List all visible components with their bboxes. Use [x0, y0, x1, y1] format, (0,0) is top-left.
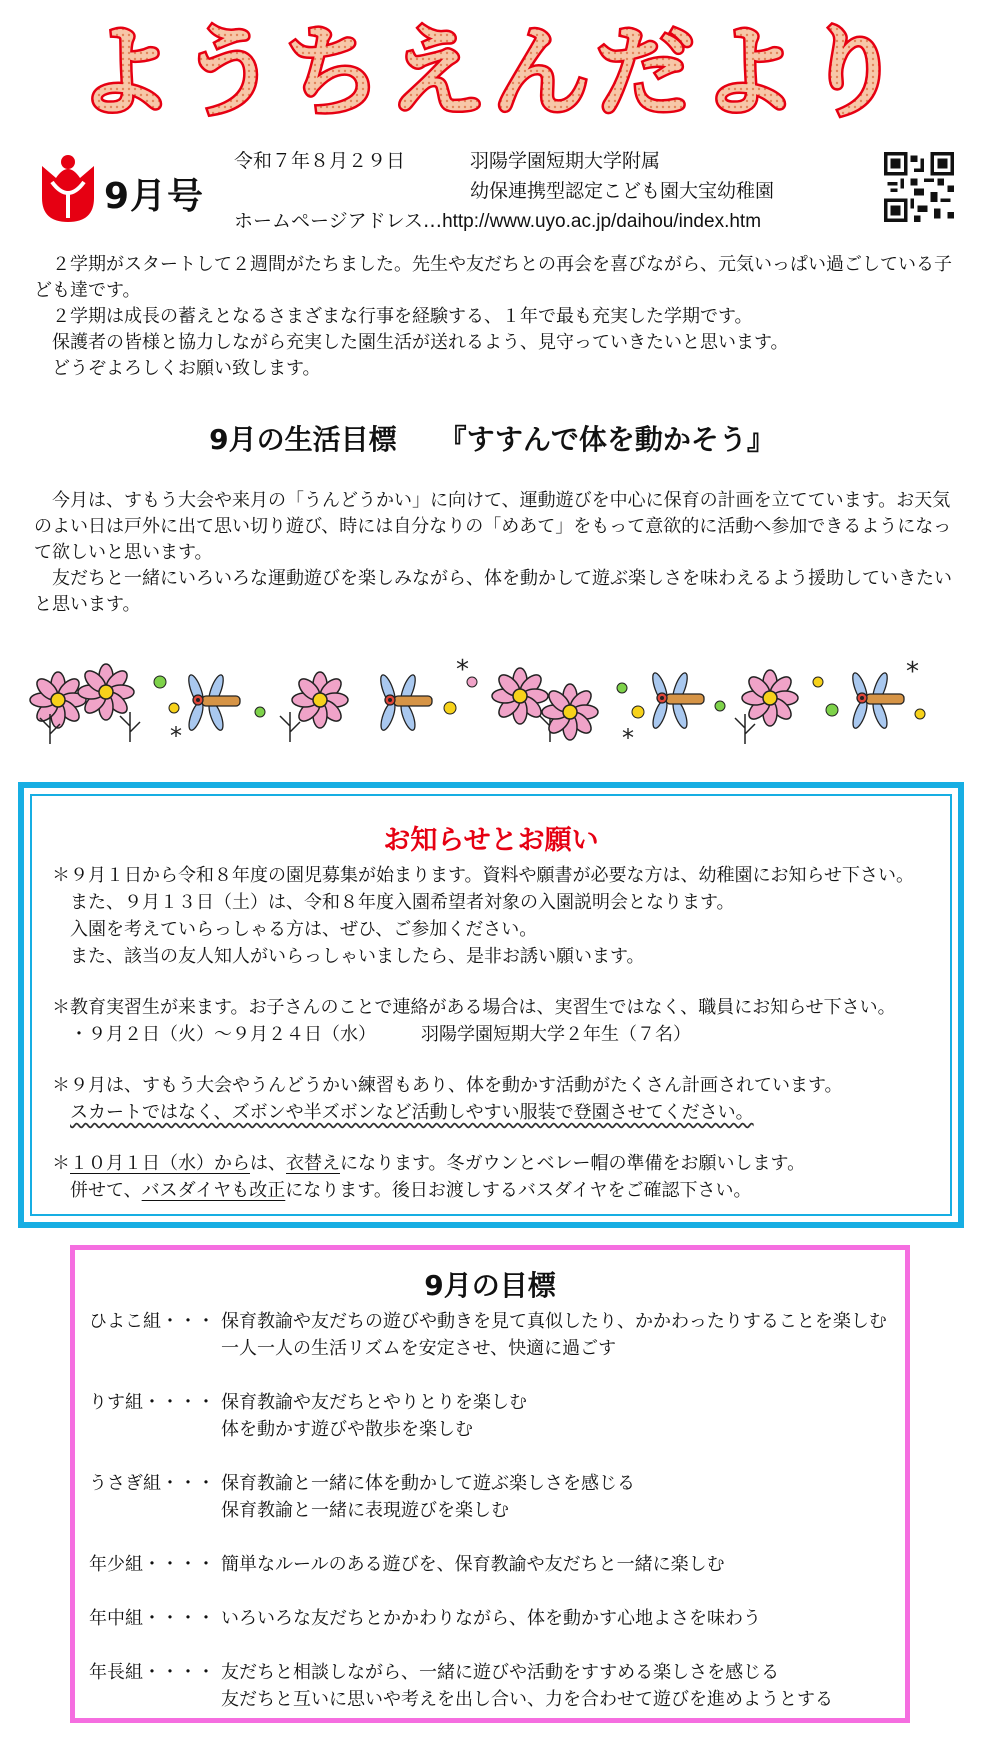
- svg-text:*: *: [906, 657, 919, 687]
- notice-text: 併せて、: [52, 1180, 142, 1201]
- goal-row: [89, 1551, 899, 1578]
- notice-line: また、該当の友人知人がいらっしゃいましたら、是非お誘い願います。: [52, 946, 645, 967]
- issue-date: 令和７年８月２９日: [234, 150, 406, 172]
- homepage-label: ホームページアドレス…: [234, 210, 443, 232]
- dragonfly-icon: [186, 673, 240, 732]
- intro-line: 保護者の皆様と協力しながら充実した園生活が送れるよう、見守っていきたいと思います。: [52, 332, 789, 353]
- goal-row: [89, 1659, 899, 1713]
- cosmos-flower-icon: [78, 664, 140, 742]
- monthly-goals-title: 9月の目標: [424, 1269, 556, 1302]
- goal-text: 友だちと互いに思いや考えを出し合い、力を合わせて遊びを進めようとする: [221, 1689, 833, 1710]
- goal-row: [89, 1470, 899, 1524]
- goal-text: 保育教諭と一緒に体を動かして遊ぶ楽しさを感じる: [221, 1473, 635, 1494]
- goal-text: 体を動かす遊びや散歩を楽しむ: [221, 1419, 473, 1440]
- notice-line: [52, 1099, 952, 1126]
- date-highlight: １０月１日（水）から: [70, 1153, 250, 1174]
- svg-text:*: *: [456, 655, 469, 685]
- school-name-line1: 羽陽学園短期大学附属: [470, 150, 661, 172]
- class-name: 年少組・・・・: [89, 1554, 215, 1575]
- school-name-line2: 幼保連携型認定こども園大宝幼稚園: [470, 180, 775, 202]
- cosmos-flower-icon: [280, 672, 348, 742]
- season-change-highlight: 衣替え: [286, 1153, 340, 1174]
- monthly-goals-list: [89, 1308, 899, 1740]
- notice-box: [18, 782, 964, 1228]
- life-goal-section: [34, 488, 964, 618]
- intro-section: [34, 252, 964, 382]
- bus-schedule-highlight: バスダイヤも改正: [141, 1180, 286, 1201]
- goal-text: 簡単なルールのある遊びを、保育教諭や友だちと一緒に楽しむ: [221, 1554, 725, 1575]
- notice-line: [52, 1177, 952, 1204]
- homepage-url[interactable]: http://www.uyo.ac.jp/daihou/index.htm: [442, 211, 762, 232]
- svg-text:*: *: [622, 724, 634, 752]
- notice-text: は、: [250, 1153, 286, 1174]
- intro-line: ２学期がスタートして２週間がたちました。先生や友だちとの再会を喜びながら、元気いっぱい過ごしている子ども達です。: [34, 254, 952, 301]
- goal-text: 保育教諭や友だちの遊びや動きを見て真似したり、かかわったりすることを楽しむ: [221, 1311, 887, 1332]
- class-name: 年長組・・・・: [89, 1662, 215, 1683]
- notice-line: [52, 1150, 952, 1177]
- goal-text: いろいろな友だちとかかわりながら、体を動かす心地よさを味わう: [221, 1608, 761, 1629]
- cosmos-flower-icon: [30, 672, 86, 744]
- notice-line: ・９月２日（火）～９月２４日（水） 羽陽学園短期大学２年生（７名）: [52, 1024, 691, 1045]
- svg-text:*: *: [170, 722, 182, 750]
- class-name: ひよこ組・・・: [89, 1311, 215, 1332]
- life-goal-title: 9月の生活目標 『すすんで体を動かそう』: [209, 423, 775, 456]
- school-logo-icon: [38, 152, 98, 224]
- notice-line: ＊９月１日から令和８年度の園児募集が始まります。資料や願書が必要な方は、幼稚園にお知らせ下さい。: [52, 865, 915, 886]
- newsletter-title: ようちえんだより: [75, 16, 909, 128]
- notice-line: ＊９月は、すもう大会やうんどうかい練習もあり、体を動かす活動がたくさん計画されています。: [52, 1075, 843, 1096]
- clothing-request: スカートではなく、ズボンや半ズボンなど活動しやすい服装で登園させてください。: [70, 1102, 754, 1123]
- notice-line: また、９月１３日（土）は、令和８年度入園希望者対象の入園説明会となります。: [52, 892, 735, 913]
- notice-text: になります。冬ガウンとベレー帽の準備をお願いします。: [340, 1153, 806, 1174]
- monthly-goals-box: [70, 1245, 910, 1723]
- dragonfly-icon: [378, 673, 432, 732]
- class-name: 年中組・・・・: [89, 1608, 215, 1629]
- notice-title: お知らせとお願い: [383, 825, 599, 856]
- notice-bullet: ＊: [52, 1153, 70, 1174]
- decorative-border: [10, 652, 974, 752]
- intro-line: ２学期は成長の蓄えとなるさまざまな行事を経験する、１年で最も充実した学期です。: [52, 306, 753, 327]
- goal-row: [89, 1389, 899, 1443]
- notice-text: になります。後日お渡しするバスダイヤをご確認下さい。: [285, 1180, 752, 1201]
- cosmos-flower-icon: [735, 670, 798, 744]
- intro-line: どうぞよろしくお願い致します。: [52, 358, 321, 379]
- issue-label: 9月号: [104, 176, 205, 217]
- newsletter-title-banner: [0, 8, 984, 128]
- life-goal-paragraph: 今月は、すもう大会や来月の「うんどうかい」に向けて、運動遊びを中心に保育の計画を立てています。お天気のよい日は戸外に出て思い切り遊び、時には自分なりの「めあて」をもって意欲的に活動へ参加できるようになって欲しいと思います。: [34, 490, 952, 563]
- qr-code-icon[interactable]: [884, 152, 954, 222]
- notice-line: ＊教育実習生が来ます。お子さんのことで連絡がある場合は、実習生ではなく、職員にお知らせ下さい。: [52, 997, 896, 1018]
- goal-text: 友だちと相談しながら、一緒に遊びや活動をすすめる楽しさを感じる: [221, 1662, 780, 1683]
- goal-row: [89, 1308, 899, 1362]
- goal-row: [89, 1605, 899, 1632]
- dragonfly-icon: [650, 671, 704, 730]
- life-goal-paragraph: 友だちと一緒にいろいろな運動遊びを楽しみながら、体を動かして遊ぶ楽しさを味わえるよう援助していきたいと思います。: [34, 568, 952, 615]
- notice-body: [52, 862, 952, 1204]
- dragonfly-icon: [850, 671, 904, 730]
- goal-text: 保育教諭と一緒に表現遊びを楽しむ: [221, 1500, 509, 1521]
- notice-line: 入園を考えていらっしゃる方は、ぜひ、ご参加ください。: [52, 919, 538, 940]
- goal-text: 一人一人の生活リズムを安定させ、快適に過ごす: [221, 1338, 617, 1359]
- class-name: うさぎ組・・・: [89, 1473, 215, 1494]
- goal-text: 保育教諭や友だちとやりとりを楽しむ: [221, 1392, 527, 1413]
- class-name: りす組・・・・: [89, 1392, 215, 1413]
- homepage-row: [234, 208, 761, 235]
- cosmos-flower-icon: [542, 684, 598, 740]
